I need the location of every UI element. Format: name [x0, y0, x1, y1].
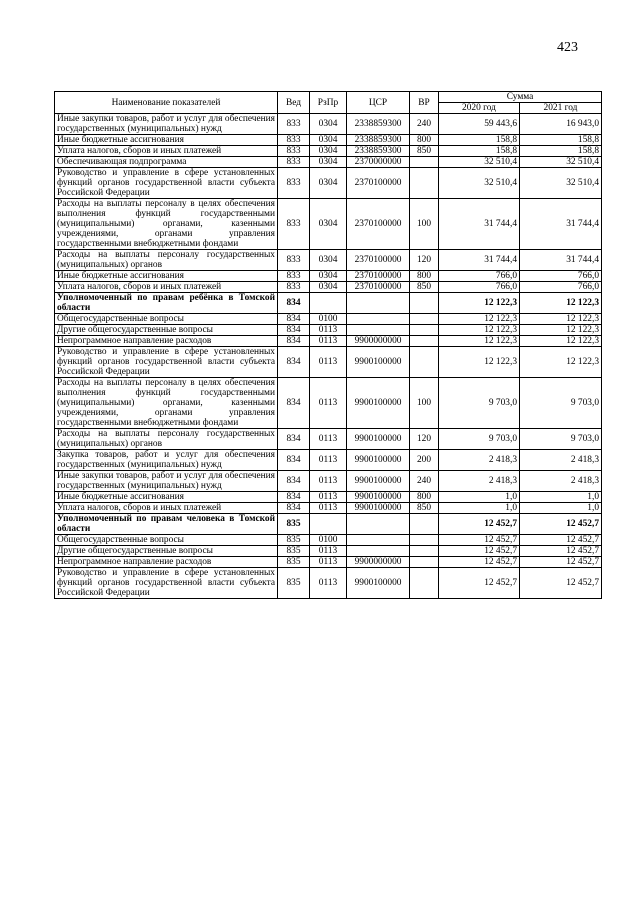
cell-ved: 833: [278, 199, 310, 250]
header-rzpr: РзПр: [310, 92, 347, 114]
table-row: [55, 546, 602, 557]
cell-vr: 100: [410, 199, 439, 250]
table-header: [55, 92, 602, 114]
cell-sum-2020: 9 703,0: [439, 378, 520, 429]
cell-sum-2021: 12 452,7: [520, 557, 602, 568]
cell-sum-2020: 1,0: [439, 492, 520, 503]
cell-sum-2020: 12 452,7: [439, 546, 520, 557]
cell-vr: 800: [410, 135, 439, 146]
cell-vr: [410, 168, 439, 199]
cell-sum-2020: 9 703,0: [439, 429, 520, 450]
cell-rzpr: 0304: [310, 114, 347, 135]
cell-csr: 9900100000: [347, 429, 410, 450]
cell-vr: [410, 347, 439, 378]
cell-sum-2021: 32 510,4: [520, 157, 602, 168]
cell-ved: 835: [278, 535, 310, 546]
cell-csr: [347, 514, 410, 535]
header-ved: Вед: [278, 92, 310, 114]
table-row: [55, 325, 602, 336]
table-row: [55, 282, 602, 293]
cell-csr: 2370100000: [347, 282, 410, 293]
cell-sum-2020: 766,0: [439, 282, 520, 293]
cell-sum-2021: 766,0: [520, 282, 602, 293]
cell-sum-2021: 12 452,7: [520, 546, 602, 557]
cell-csr: 2370100000: [347, 250, 410, 271]
cell-name: Общегосударственные вопросы: [55, 535, 278, 546]
cell-csr: [347, 546, 410, 557]
cell-rzpr: 0113: [310, 568, 347, 599]
cell-rzpr: 0113: [310, 471, 347, 492]
table-row: [55, 429, 602, 450]
cell-sum-2021: 9 703,0: [520, 378, 602, 429]
cell-ved: 834: [278, 347, 310, 378]
cell-sum-2021: 12 122,3: [520, 325, 602, 336]
cell-name: Уплата налогов, сборов и иных платежей: [55, 282, 278, 293]
cell-rzpr: 0304: [310, 282, 347, 293]
cell-rzpr: [310, 293, 347, 314]
cell-sum-2020: 12 122,3: [439, 314, 520, 325]
cell-vr: [410, 157, 439, 168]
cell-ved: 833: [278, 146, 310, 157]
table-row: [55, 514, 602, 535]
table-row: [55, 503, 602, 514]
cell-sum-2020: 12 452,7: [439, 557, 520, 568]
cell-sum-2020: 31 744,4: [439, 250, 520, 271]
cell-ved: 834: [278, 293, 310, 314]
cell-rzpr: 0113: [310, 325, 347, 336]
cell-sum-2020: 12 122,3: [439, 325, 520, 336]
cell-sum-2021: 31 744,4: [520, 199, 602, 250]
cell-name: Иные бюджетные ассигнования: [55, 492, 278, 503]
cell-vr: 240: [410, 471, 439, 492]
cell-ved: 833: [278, 250, 310, 271]
page-number: 423: [557, 40, 578, 55]
cell-csr: 9900100000: [347, 378, 410, 429]
cell-rzpr: 0100: [310, 535, 347, 546]
cell-name: Руководство и управление в сфере установленных функций органов государственной власти субъекта Российской Федерации: [55, 168, 278, 199]
cell-sum-2020: 59 443,6: [439, 114, 520, 135]
cell-sum-2021: 12 122,3: [520, 314, 602, 325]
table-row: [55, 471, 602, 492]
cell-name: Непрограммное направление расходов: [55, 557, 278, 568]
cell-vr: 240: [410, 114, 439, 135]
cell-name: Закупка товаров, работ и услуг для обеспечения государственных (муниципальных) нужд: [55, 450, 278, 471]
cell-name: Расходы на выплаты персоналу в целях обеспечения выполнения функций государственными (муниципальными) органами, казенными учреждениями, органами управления государственными внебюджетными фондами: [55, 199, 278, 250]
cell-ved: 833: [278, 282, 310, 293]
cell-sum-2021: 12 452,7: [520, 514, 602, 535]
table-row: [55, 314, 602, 325]
cell-vr: 800: [410, 492, 439, 503]
cell-sum-2020: 2 418,3: [439, 450, 520, 471]
cell-vr: [410, 336, 439, 347]
cell-name: Руководство и управление в сфере установленных функций органов государственной власти субъекта Российской Федерации: [55, 568, 278, 599]
table-row: [55, 250, 602, 271]
cell-csr: 2338859300: [347, 146, 410, 157]
table-row: [55, 347, 602, 378]
cell-csr: 2370100000: [347, 199, 410, 250]
cell-csr: [347, 325, 410, 336]
cell-rzpr: 0100: [310, 314, 347, 325]
table-row: [55, 293, 602, 314]
cell-csr: 9900000000: [347, 336, 410, 347]
cell-ved: 834: [278, 503, 310, 514]
cell-sum-2021: 12 452,7: [520, 535, 602, 546]
cell-sum-2020: 12 452,7: [439, 514, 520, 535]
cell-ved: 835: [278, 546, 310, 557]
cell-ved: 833: [278, 271, 310, 282]
cell-csr: [347, 535, 410, 546]
cell-sum-2021: 1,0: [520, 492, 602, 503]
cell-sum-2021: 2 418,3: [520, 471, 602, 492]
cell-sum-2021: 12 122,3: [520, 336, 602, 347]
cell-csr: 9900100000: [347, 503, 410, 514]
cell-rzpr: 0304: [310, 157, 347, 168]
cell-vr: 850: [410, 282, 439, 293]
cell-name: Уплата налогов, сборов и иных платежей: [55, 503, 278, 514]
cell-rzpr: 0304: [310, 168, 347, 199]
table-row: [55, 157, 602, 168]
cell-name: Обеспечивающая подпрограмма: [55, 157, 278, 168]
table-row: [55, 199, 602, 250]
table-row: [55, 568, 602, 599]
cell-sum-2020: 1,0: [439, 503, 520, 514]
cell-rzpr: 0113: [310, 546, 347, 557]
cell-rzpr: 0113: [310, 503, 347, 514]
header-csr: ЦСР: [347, 92, 410, 114]
cell-rzpr: 0113: [310, 492, 347, 503]
cell-sum-2020: 12 122,3: [439, 336, 520, 347]
cell-csr: 9900100000: [347, 471, 410, 492]
cell-rzpr: 0304: [310, 199, 347, 250]
cell-name: Иные закупки товаров, работ и услуг для обеспечения государственных (муниципальных) нужд: [55, 471, 278, 492]
table-row: [55, 492, 602, 503]
cell-csr: 9900000000: [347, 557, 410, 568]
cell-vr: [410, 557, 439, 568]
cell-vr: [410, 546, 439, 557]
cell-vr: 200: [410, 450, 439, 471]
header-2021: 2021 год: [520, 103, 602, 114]
cell-ved: 834: [278, 378, 310, 429]
cell-sum-2020: 158,8: [439, 146, 520, 157]
table-row: [55, 114, 602, 135]
cell-name: Руководство и управление в сфере установленных функций органов государственной власти субъекта Российской Федерации: [55, 347, 278, 378]
cell-name: Расходы на выплаты персоналу государственных (муниципальных) органов: [55, 250, 278, 271]
cell-sum-2021: 31 744,4: [520, 250, 602, 271]
cell-name: Иные бюджетные ассигнования: [55, 271, 278, 282]
cell-csr: 2338859300: [347, 114, 410, 135]
table-row: [55, 378, 602, 429]
table-row: [55, 271, 602, 282]
cell-rzpr: 0113: [310, 336, 347, 347]
cell-ved: 835: [278, 568, 310, 599]
cell-sum-2021: 12 452,7: [520, 568, 602, 599]
header-vr: ВР: [410, 92, 439, 114]
cell-csr: [347, 293, 410, 314]
cell-ved: 834: [278, 492, 310, 503]
cell-ved: 835: [278, 557, 310, 568]
cell-csr: 2338859300: [347, 135, 410, 146]
cell-csr: [347, 314, 410, 325]
cell-csr: 9900100000: [347, 492, 410, 503]
cell-rzpr: 0113: [310, 429, 347, 450]
cell-rzpr: 0304: [310, 271, 347, 282]
cell-sum-2020: 32 510,4: [439, 168, 520, 199]
cell-ved: 834: [278, 471, 310, 492]
cell-name: Другие общегосударственные вопросы: [55, 546, 278, 557]
cell-rzpr: 0113: [310, 378, 347, 429]
table-row: [55, 450, 602, 471]
cell-ved: 834: [278, 325, 310, 336]
table-body: [55, 114, 602, 599]
header-name: Наименование показателей: [55, 92, 278, 114]
cell-sum-2021: 1,0: [520, 503, 602, 514]
cell-rzpr: [310, 514, 347, 535]
cell-ved: 833: [278, 168, 310, 199]
cell-vr: 800: [410, 271, 439, 282]
cell-name: Иные бюджетные ассигнования: [55, 135, 278, 146]
table-row: [55, 557, 602, 568]
cell-sum-2020: 766,0: [439, 271, 520, 282]
cell-vr: 850: [410, 146, 439, 157]
cell-vr: 120: [410, 429, 439, 450]
cell-csr: 2370100000: [347, 271, 410, 282]
cell-name: Расходы на выплаты персоналу в целях обеспечения выполнения функций государственными (муниципальными) органами, казенными учреждениями, органами управления государственными внебюджетными фондами: [55, 378, 278, 429]
cell-name: Уполномоченный по правам человека в Томской области: [55, 514, 278, 535]
cell-rzpr: 0113: [310, 347, 347, 378]
cell-csr: 9900100000: [347, 450, 410, 471]
cell-sum-2021: 12 122,3: [520, 293, 602, 314]
cell-vr: [410, 568, 439, 599]
cell-sum-2020: 12 452,7: [439, 535, 520, 546]
cell-vr: 850: [410, 503, 439, 514]
cell-name: Общегосударственные вопросы: [55, 314, 278, 325]
cell-ved: 833: [278, 157, 310, 168]
table-row: [55, 168, 602, 199]
cell-sum-2020: 158,8: [439, 135, 520, 146]
cell-sum-2021: 158,8: [520, 135, 602, 146]
cell-sum-2020: 12 122,3: [439, 347, 520, 378]
cell-name: Расходы на выплаты персоналу государственных (муниципальных) органов: [55, 429, 278, 450]
cell-sum-2021: 158,8: [520, 146, 602, 157]
cell-vr: 120: [410, 250, 439, 271]
cell-ved: 834: [278, 336, 310, 347]
cell-rzpr: 0304: [310, 250, 347, 271]
cell-name: Другие общегосударственные вопросы: [55, 325, 278, 336]
cell-vr: [410, 514, 439, 535]
cell-rzpr: 0113: [310, 557, 347, 568]
cell-name: Уполномоченный по правам ребёнка в Томской области: [55, 293, 278, 314]
cell-vr: [410, 535, 439, 546]
cell-sum-2021: 12 122,3: [520, 347, 602, 378]
cell-sum-2021: 32 510,4: [520, 168, 602, 199]
cell-sum-2021: 2 418,3: [520, 450, 602, 471]
budget-table: [54, 91, 602, 599]
cell-name: Уплата налогов, сборов и иных платежей: [55, 146, 278, 157]
cell-vr: [410, 325, 439, 336]
cell-sum-2020: 32 510,4: [439, 157, 520, 168]
cell-ved: 834: [278, 314, 310, 325]
cell-sum-2020: 31 744,4: [439, 199, 520, 250]
cell-vr: [410, 293, 439, 314]
header-sum: Сумма: [439, 92, 602, 103]
cell-sum-2020: 12 452,7: [439, 568, 520, 599]
cell-sum-2021: 766,0: [520, 271, 602, 282]
cell-vr: [410, 314, 439, 325]
cell-sum-2020: 2 418,3: [439, 471, 520, 492]
header-2020: 2020 год: [439, 103, 520, 114]
cell-csr: 2370000000: [347, 157, 410, 168]
cell-name: Иные закупки товаров, работ и услуг для обеспечения государственных (муниципальных) нужд: [55, 114, 278, 135]
cell-ved: 833: [278, 114, 310, 135]
cell-ved: 833: [278, 135, 310, 146]
cell-vr: 100: [410, 378, 439, 429]
cell-name: Непрограммное направление расходов: [55, 336, 278, 347]
table-row: [55, 336, 602, 347]
cell-rzpr: 0113: [310, 450, 347, 471]
cell-rzpr: 0304: [310, 146, 347, 157]
table-row: [55, 135, 602, 146]
cell-sum-2020: 12 122,3: [439, 293, 520, 314]
cell-csr: 2370100000: [347, 168, 410, 199]
cell-ved: 834: [278, 429, 310, 450]
cell-csr: 9900100000: [347, 568, 410, 599]
cell-ved: 835: [278, 514, 310, 535]
table-row: [55, 535, 602, 546]
cell-csr: 9900100000: [347, 347, 410, 378]
cell-sum-2021: 9 703,0: [520, 429, 602, 450]
cell-ved: 834: [278, 450, 310, 471]
table-row: [55, 146, 602, 157]
cell-rzpr: 0304: [310, 135, 347, 146]
cell-sum-2021: 16 943,0: [520, 114, 602, 135]
